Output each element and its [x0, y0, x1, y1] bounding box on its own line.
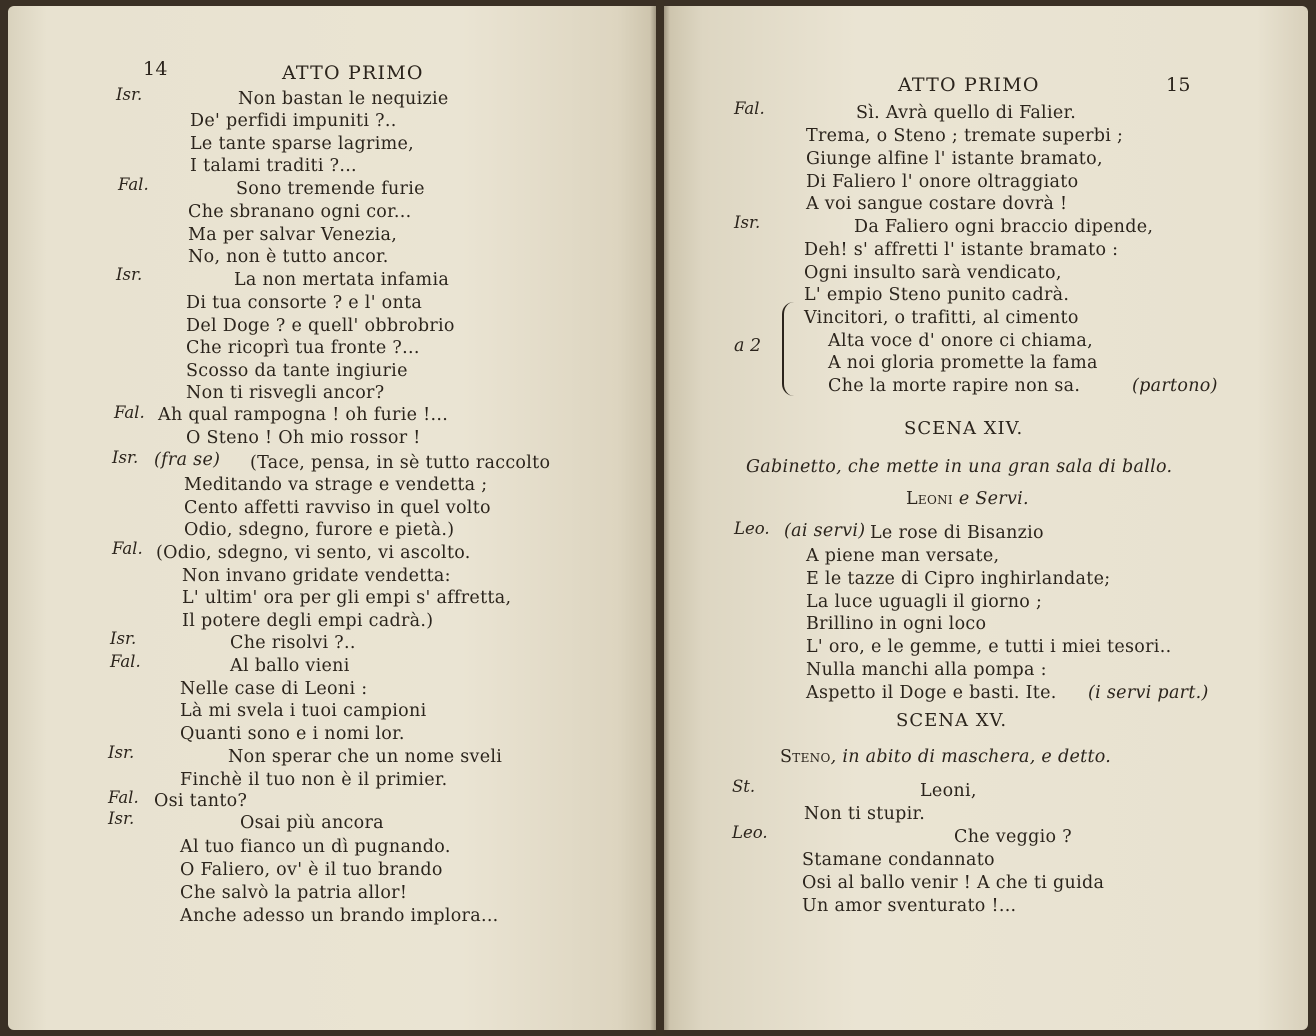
- verse-line: Il potere degli empi cadrà.): [182, 611, 434, 631]
- verse-line: Non bastan le nequizie: [238, 89, 449, 109]
- verse-line: Non ti stupir.: [804, 804, 926, 824]
- speaker: Fal.: [110, 652, 141, 671]
- verse-line: A voi sangue costare dovrà !: [806, 194, 1068, 214]
- character-rest: e Servi.: [958, 489, 1029, 509]
- verse-line: Del Doge ? e quell' obbrobrio: [186, 316, 455, 336]
- stage-direction: (ai servi): [784, 521, 866, 541]
- verse-line: Scosso da tante ingiurie: [186, 361, 408, 381]
- verse-line: Alta voce d' onore ci chiama,: [828, 331, 1093, 351]
- stage-direction: (fra se): [154, 450, 221, 470]
- verse-line: O Faliero, ov' è il tuo brando: [180, 860, 443, 880]
- scene-title: SCENA XIV.: [904, 418, 1024, 439]
- verse-line: Di Faliero l' onore oltraggiato: [806, 172, 1079, 192]
- book-gutter: [650, 0, 670, 1036]
- speaker: Fal.: [108, 788, 139, 807]
- right-page: [664, 6, 1308, 1030]
- scene-title: SCENA XV.: [896, 710, 1008, 731]
- verse-line: Brillino in ogni loco: [806, 614, 987, 634]
- verse-line: O Steno ! Oh mio rossor !: [186, 428, 421, 448]
- speaker: Isr.: [116, 85, 143, 104]
- stage-direction: (i servi part.): [1088, 683, 1209, 703]
- verse-line: Le rose di Bisanzio: [870, 523, 1044, 543]
- left-page: [8, 6, 656, 1030]
- verse-line: No, non è tutto ancor.: [188, 247, 389, 267]
- stage-direction: (partono): [1132, 376, 1218, 396]
- verse-line: Anche adesso un brando implora...: [180, 906, 499, 926]
- running-head: ATTO PRIMO: [282, 62, 424, 84]
- verse-line: Stamane condannato: [802, 850, 995, 870]
- verse-line: Che veggio ?: [954, 827, 1072, 847]
- speaker: St.: [732, 777, 756, 796]
- verse-line: Osai più ancora: [240, 813, 384, 833]
- verse-line: Ah qual rampogna ! oh furie !...: [158, 405, 449, 425]
- verse-line: La luce uguagli il giorno ;: [806, 592, 1043, 612]
- verse-line: Di tua consorte ? e l' onta: [186, 293, 423, 313]
- verse-line: A piene man versate,: [806, 546, 1000, 566]
- verse-line: Deh! s' affretti l' istante bramato :: [804, 240, 1119, 260]
- verse-line: Vincitori, o trafitti, al cimento: [804, 308, 1079, 328]
- speaker: Fal.: [112, 539, 143, 558]
- verse-line: Leoni,: [920, 781, 977, 801]
- verse-line: Che ricoprì tua fronte ?...: [186, 338, 420, 358]
- verse-line: Al ballo vieni: [230, 656, 350, 676]
- verse-line: Da Faliero ogni braccio dipende,: [854, 217, 1154, 237]
- scene-setting: Gabinetto, che mette in una gran sala di ballo.: [746, 457, 1173, 477]
- verse-line: A noi gloria promette la fama: [828, 353, 1098, 373]
- a-due-label: a 2: [734, 336, 762, 356]
- speaker: Fal.: [734, 99, 765, 118]
- verse-line: Aspetto il Doge e basti. Ite.: [806, 683, 1057, 703]
- verse-line: Giunge alfine l' istante bramato,: [806, 149, 1103, 169]
- verse-line: Nelle case di Leoni :: [180, 679, 368, 699]
- page-number: 15: [1166, 74, 1191, 96]
- speaker: Isr.: [734, 213, 761, 232]
- verse-line: Sì. Avrà quello di Falier.: [856, 103, 1077, 123]
- character-name: Steno: [780, 747, 831, 767]
- verse-line: Che salvò la patria allor!: [180, 883, 408, 903]
- speaker: Isr.: [108, 743, 135, 762]
- verse-line: La non mertata infamia: [234, 270, 450, 290]
- verse-line: De' perfidi impuniti ?..: [190, 111, 397, 131]
- verse-line: Che la morte rapire non sa.: [828, 376, 1081, 396]
- verse-line: Odio, sdegno, furore e pietà.): [184, 520, 455, 540]
- speaker: Isr.: [110, 629, 137, 648]
- verse-line: L' empio Steno punito cadrà.: [804, 285, 1070, 305]
- verse-line: Non sperar che un nome sveli: [228, 747, 503, 767]
- verse-line: (Odio, sdegno, vi sento, vi ascolto.: [156, 543, 471, 563]
- verse-line: L' oro, e le gemme, e tutti i miei tesori..: [806, 637, 1172, 657]
- duet-brace: [782, 302, 798, 396]
- verse-line: Quanti sono e i nomi lor.: [180, 724, 405, 744]
- verse-line: Al tuo fianco un dì pugnando.: [180, 837, 451, 857]
- character-name: Leoni: [906, 489, 953, 509]
- speaker: Isr.: [116, 265, 143, 284]
- verse-line: L' ultim' ora per gli empi s' affretta,: [182, 588, 512, 608]
- verse-line: Là mi svela i tuoi campioni: [180, 701, 427, 721]
- scene-characters: [906, 488, 1029, 510]
- running-head: ATTO PRIMO: [898, 74, 1040, 96]
- verse-line: I talami traditi ?...: [190, 156, 357, 176]
- speaker: Fal.: [118, 175, 149, 194]
- verse-line: Le tante sparse lagrime,: [190, 134, 415, 154]
- scene-characters: [780, 746, 1111, 768]
- speaker: Fal.: [114, 403, 145, 422]
- verse-line: Osi al ballo venir ! A che ti guida: [802, 873, 1105, 893]
- verse-line: Nulla manchi alla pompa :: [806, 660, 1047, 680]
- verse-line: Non invano gridate vendetta:: [182, 566, 451, 586]
- verse-line: Meditando va strage e vendetta ;: [184, 475, 488, 495]
- verse-line: Sono tremende furie: [236, 179, 425, 199]
- speaker: Isr.: [112, 448, 139, 467]
- verse-line: Che risolvi ?..: [230, 633, 356, 653]
- verse-line: Ma per salvar Venezia,: [188, 225, 398, 245]
- verse-line: Un amor sventurato !...: [802, 896, 1017, 916]
- verse-line: Che sbranano ogni cor...: [188, 202, 412, 222]
- verse-line: Finchè il tuo non è il primier.: [180, 770, 448, 790]
- verse-line: Trema, o Steno ; tremate superbi ;: [806, 126, 1124, 146]
- page-number: 14: [143, 58, 168, 80]
- verse-line: Non ti risvegli ancor?: [186, 383, 385, 403]
- verse-line: Cento affetti ravviso in quel volto: [184, 498, 491, 518]
- verse-line: (Tace, pensa, in sè tutto raccolto: [250, 453, 551, 473]
- verse-line: Osi tanto?: [154, 791, 248, 811]
- speaker: Leo.: [734, 519, 770, 538]
- verse-line: E le tazze di Cipro inghirlandate;: [806, 569, 1111, 589]
- speaker: Leo.: [732, 823, 768, 842]
- verse-line: Ogni insulto sarà vendicato,: [804, 263, 1062, 283]
- character-rest: , in abito di maschera, e detto.: [830, 747, 1112, 767]
- speaker: Isr.: [108, 809, 135, 828]
